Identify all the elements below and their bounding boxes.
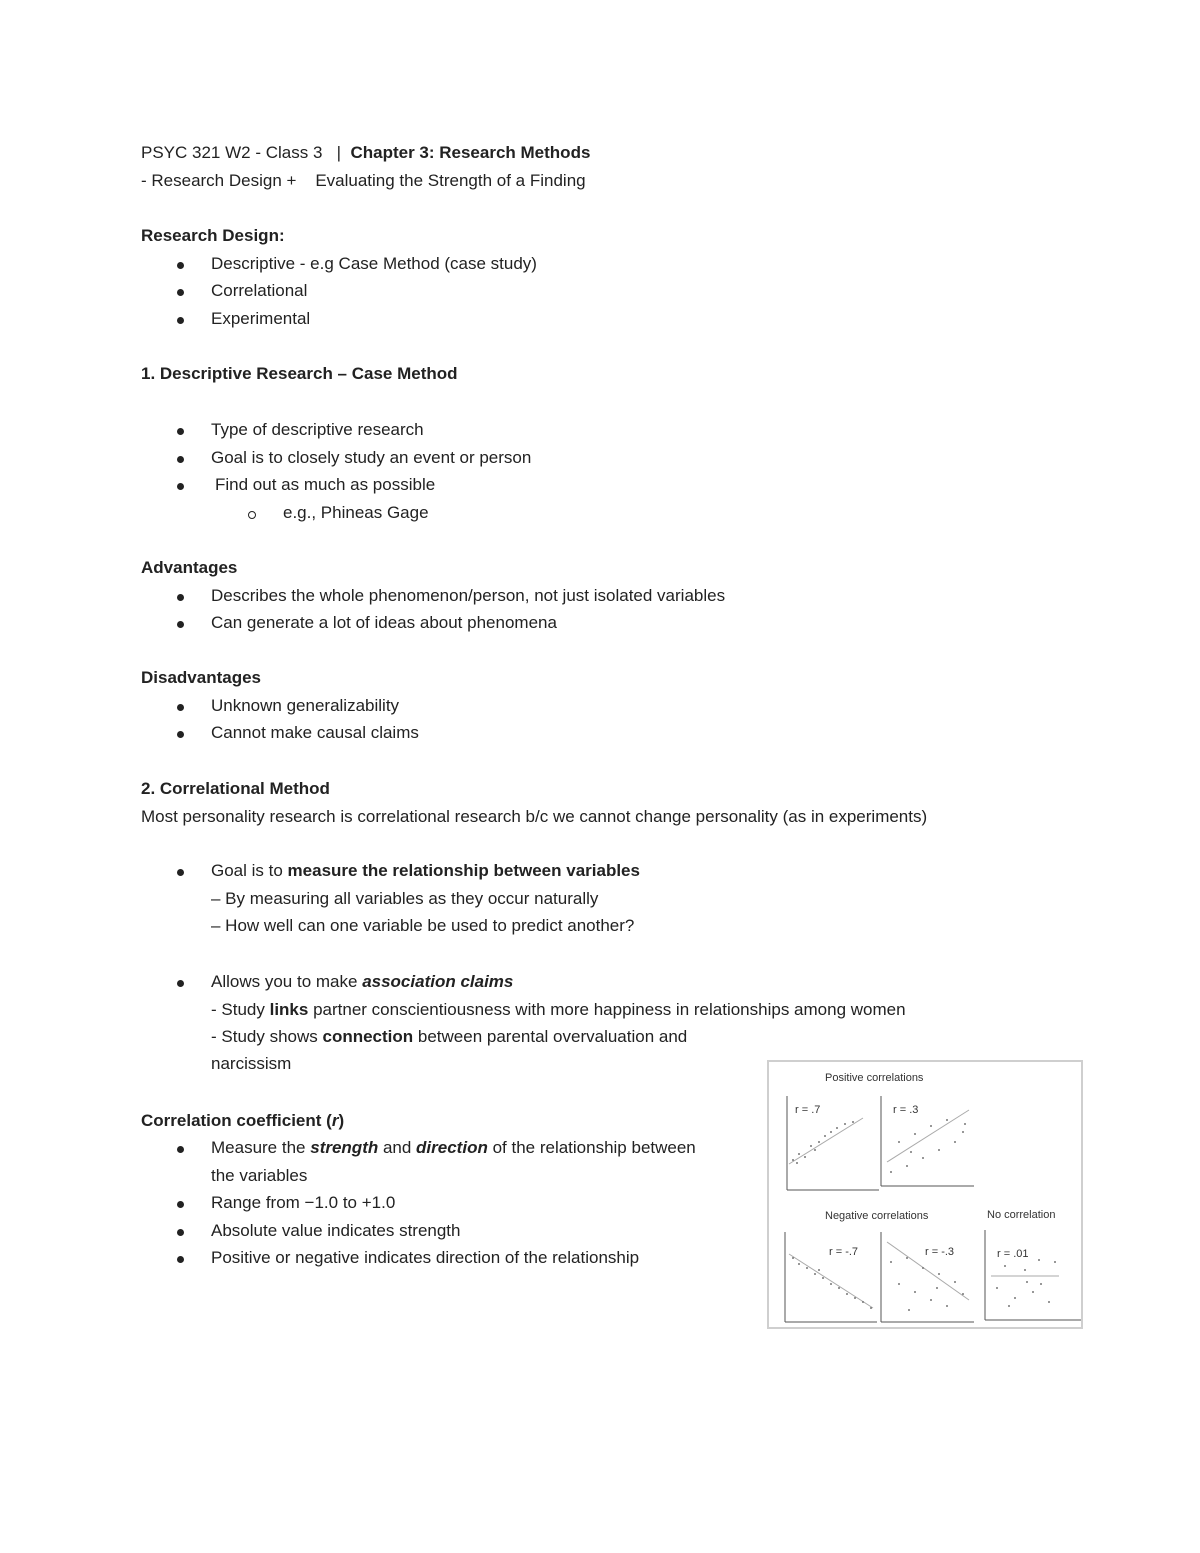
correlation-scatterplots	[769, 1062, 1081, 1327]
list-item: Absolute value indicates strength	[211, 1221, 461, 1240]
hollow-bullet-icon	[248, 511, 256, 519]
list-item: Positive or negative indicates direction of the relationship	[211, 1248, 640, 1267]
advantages-heading: Advantages	[141, 558, 238, 577]
points-no-correlation	[996, 1259, 1056, 1307]
example-line-continued: narcissism	[211, 1054, 292, 1073]
list-item	[211, 1137, 696, 1159]
sub-list-item: e.g., Phineas Gage	[283, 503, 429, 522]
list-item: Range from −1.0 to +1.0	[211, 1193, 396, 1212]
coefficient-heading-suffix: )	[338, 1111, 345, 1130]
example-prefix: - Study shows	[211, 1027, 323, 1046]
allows-prefix: Allows you to make	[211, 972, 363, 991]
bullet-icon	[177, 428, 184, 435]
list-item: Cannot make causal claims	[211, 723, 419, 742]
disadvantages-heading: Disadvantages	[141, 668, 261, 687]
text-run: and	[378, 1138, 417, 1157]
example-bold: links	[269, 1000, 309, 1019]
r-label-neg-strong: r = -.7	[829, 1246, 859, 1258]
negative-title: Negative correlations	[825, 1210, 929, 1222]
list-item: Descriptive - e.g Case Method (case study)	[211, 254, 537, 273]
research-design-heading: Research Design:	[141, 226, 285, 245]
strength-term: strength	[310, 1138, 379, 1157]
header-separator: |	[336, 143, 341, 162]
descriptive-heading: 1. Descriptive Research – Case Method	[141, 364, 458, 383]
goal-sub-line: – By measuring all variables as they occur naturally	[211, 889, 599, 908]
bullet-icon	[177, 1229, 184, 1236]
list-item: Unknown generalizability	[211, 696, 400, 715]
bullet-icon	[177, 262, 184, 269]
example-suffix: partner conscientiousness with more happiness in relationships among women	[308, 1000, 906, 1019]
example-bold: connection	[322, 1027, 414, 1046]
plot-no-correlation	[985, 1230, 1081, 1320]
points-positive-weak	[890, 1119, 966, 1173]
bullet-icon	[177, 704, 184, 711]
allows-line	[211, 971, 513, 993]
header-line	[141, 142, 590, 164]
bullet-icon	[177, 980, 184, 987]
text-run: of the relationship between	[487, 1138, 696, 1157]
coefficient-heading-prefix: Correlation coefficient (	[141, 1111, 332, 1130]
bullet-icon	[177, 289, 184, 296]
correlational-intro: Most personality research is correlational research b/c we cannot change personality (as in experiments)	[141, 807, 928, 826]
chapter-title: Chapter 3: Research Methods	[350, 143, 591, 162]
direction-term: direction	[416, 1138, 488, 1157]
bullet-icon	[177, 317, 184, 324]
points-negative-weak	[890, 1257, 964, 1311]
goal-sub-line: – How well can one variable be used to predict another?	[211, 916, 635, 935]
list-item-continued: the variables	[211, 1166, 308, 1185]
bullet-icon	[177, 594, 184, 601]
bullet-icon	[177, 1146, 184, 1153]
header-subtitle: - Research Design + Evaluating the Strength of a Finding	[141, 171, 586, 190]
example-prefix: - Study	[211, 1000, 270, 1019]
example-line	[211, 999, 906, 1021]
bullet-icon	[177, 731, 184, 738]
list-item: Describes the whole phenomenon/person, not just isolated variables	[211, 586, 726, 605]
course-label: PSYC 321 W2 - Class 3	[141, 143, 323, 162]
r-label-pos-weak: r = .3	[893, 1104, 919, 1116]
r-label-pos-strong: r = .7	[795, 1104, 821, 1116]
list-item: Experimental	[211, 309, 311, 328]
bullet-icon	[177, 869, 184, 876]
list-item: Goal is to closely study an event or person	[211, 448, 532, 467]
positive-title: Positive correlations	[825, 1072, 924, 1084]
points-negative-strong	[792, 1257, 872, 1309]
r-label-none: r = .01	[997, 1248, 1029, 1260]
bullet-icon	[177, 456, 184, 463]
text-run: Measure the	[211, 1138, 311, 1157]
list-item: Find out as much as possible	[215, 475, 436, 494]
r-label-neg-weak: r = -.3	[925, 1246, 955, 1258]
bullet-icon	[177, 1256, 184, 1263]
coefficient-symbol: r	[331, 1111, 339, 1130]
none-title: No correlation	[987, 1209, 1056, 1221]
correlation-figure	[767, 1060, 1083, 1329]
example-line	[211, 1026, 687, 1048]
goal-bold: measure the relationship between variables	[287, 861, 640, 880]
list-item: Correlational	[211, 281, 308, 300]
bullet-icon	[177, 1201, 184, 1208]
allows-bold: association claims	[362, 972, 514, 991]
coefficient-heading	[141, 1110, 344, 1132]
correlational-heading: 2. Correlational Method	[141, 779, 330, 798]
list-item: Can generate a lot of ideas about phenomena	[211, 613, 557, 632]
list-item: Type of descriptive research	[211, 420, 424, 439]
example-suffix: between parental overvaluation and	[413, 1027, 688, 1046]
goal-line	[211, 860, 640, 882]
goal-prefix: Goal is to	[211, 861, 288, 880]
bullet-icon	[177, 621, 184, 628]
bullet-icon	[177, 483, 184, 490]
